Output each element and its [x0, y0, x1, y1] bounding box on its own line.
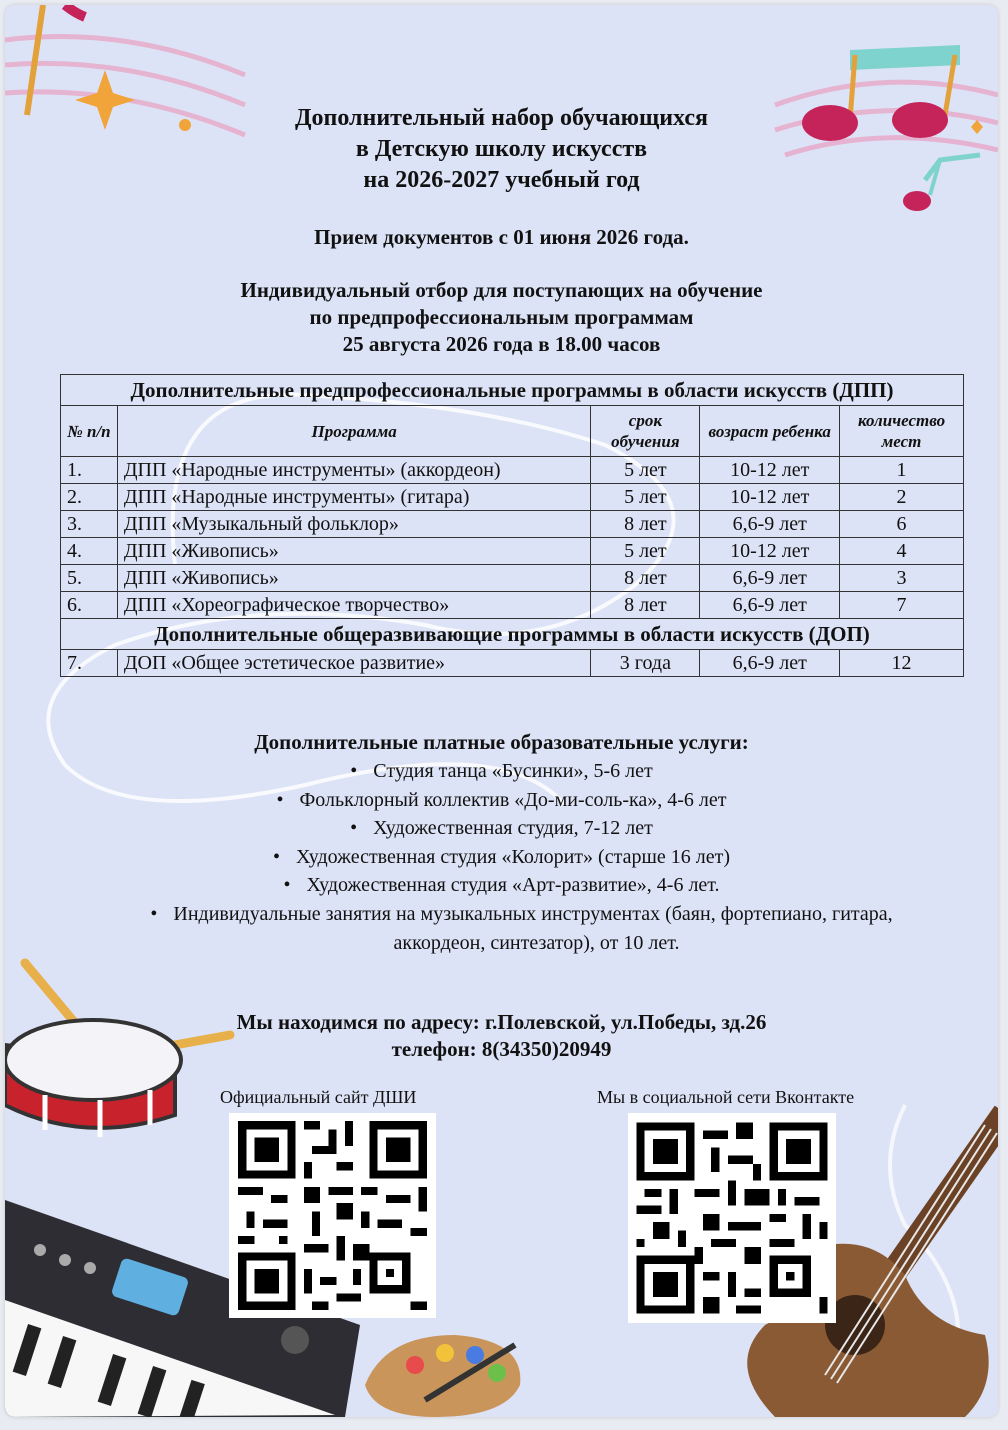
row-age: 6,6-9 лет	[700, 511, 840, 538]
row-program: ДПП «Народные инструменты» (гитара)	[117, 484, 591, 511]
service-text: аккордеон, синтезатор), от 10 лет.	[393, 931, 680, 954]
qr-site-label: Официальный сайт ДШИ	[220, 1087, 417, 1107]
row-duration: 8 лет	[591, 511, 700, 538]
bullet-icon: •	[283, 874, 291, 897]
title-line-3: на 2026-2027 учебный год	[363, 167, 640, 193]
list-item	[5, 814, 998, 843]
qr-code-vk[interactable]	[628, 1113, 836, 1323]
row-duration: 5 лет	[591, 484, 700, 511]
contacts	[5, 1009, 998, 1063]
title-line-2: в Детскую школу искусств	[355, 136, 648, 162]
list-item	[5, 786, 998, 815]
row-age: 6,6-9 лет	[700, 592, 840, 619]
qr-code-site-icon	[229, 1113, 436, 1318]
row-age: 10-12 лет	[700, 538, 840, 565]
row-age: 10-12 лет	[700, 484, 840, 511]
row-places: 7	[840, 592, 964, 619]
row-duration: 5 лет	[591, 457, 700, 484]
table-row	[61, 457, 964, 484]
docs-acceptance: Прием документов с 01 июня 2026 года.	[314, 225, 689, 249]
row-num: 6.	[61, 592, 118, 619]
qr-vk-label: Мы в социальной сети Вконтакте	[597, 1087, 855, 1107]
row-places: 4	[840, 538, 964, 565]
row-program: ДПП «Живопись»	[117, 538, 591, 565]
row-num: 5.	[61, 565, 118, 592]
row-num: 7.	[61, 650, 118, 677]
row-places: 6	[840, 511, 964, 538]
list-item	[5, 843, 998, 872]
section-dop-title: Дополнительные общеразвивающие программы в области искусств (ДОП)	[61, 619, 964, 650]
bullet-icon: •	[350, 817, 358, 840]
selection-line-2: по предпрофессиональным программам	[309, 305, 694, 329]
row-age: 10-12 лет	[700, 457, 840, 484]
list-item	[5, 757, 998, 786]
table-row	[61, 538, 964, 565]
service-text: Художественная студия, 7-12 лет	[373, 817, 653, 840]
row-places: 2	[840, 484, 964, 511]
row-program: ДПП «Хореографическое творчество»	[117, 592, 591, 619]
title-line-1: Дополнительный набор обучающихся	[295, 105, 708, 131]
row-age: 6,6-9 лет	[700, 650, 840, 677]
row-program: ДПП «Музыкальный фольклор»	[117, 511, 591, 538]
row-age: 6,6-9 лет	[700, 565, 840, 592]
music-note-top-left-icon	[27, 5, 43, 115]
bullet-icon: •	[150, 902, 158, 925]
col-header-program: Программа	[117, 406, 591, 457]
table-row	[61, 484, 964, 511]
service-text: Фольклорный коллектив «До-ми-соль-ка», 4-6 лет	[299, 788, 727, 811]
table-row	[61, 592, 964, 619]
qr-code-vk-icon	[628, 1113, 836, 1323]
programs-table	[60, 374, 964, 677]
section-dpp-title: Дополнительные предпрофессиональные программы в области искусств (ДПП)	[61, 375, 964, 406]
poster	[5, 5, 998, 1417]
bullet-icon: •	[273, 845, 281, 868]
table-column-headers	[61, 406, 964, 457]
list-item	[5, 900, 998, 929]
list-item	[5, 871, 998, 900]
selection-info	[5, 277, 998, 358]
row-duration: 8 лет	[591, 565, 700, 592]
background-decor	[5, 5, 998, 1417]
selection-line-3: 25 августа 2026 года в 18.00 часов	[342, 332, 661, 356]
row-num: 1.	[61, 457, 118, 484]
table-row	[61, 650, 964, 677]
col-header-places: количество мест	[840, 406, 964, 457]
col-header-num: № п/п	[61, 406, 118, 457]
table-section-header	[61, 619, 964, 650]
phone: телефон: 8(34350)20949	[391, 1037, 612, 1061]
row-num: 2.	[61, 484, 118, 511]
table-row	[61, 511, 964, 538]
row-places: 3	[840, 565, 964, 592]
row-program: ДОП «Общее эстетическое развитие»	[117, 650, 591, 677]
row-num: 3.	[61, 511, 118, 538]
service-text: Художественная студия «Арт-развитие», 4-6 лет.	[306, 874, 720, 897]
row-num: 4.	[61, 538, 118, 565]
row-program: ДПП «Народные инструменты» (аккордеон)	[117, 457, 591, 484]
page-title	[5, 103, 998, 196]
row-duration: 8 лет	[591, 592, 700, 619]
services-title: Дополнительные платные образовательные услуги:	[254, 730, 749, 754]
row-places: 1	[840, 457, 964, 484]
service-text: Индивидуальные занятия на музыкальных инструментах (баян, фортепиано, гитара,	[173, 902, 893, 925]
service-text: Художественная студия «Колорит» (старше 16 лет)	[296, 845, 730, 868]
service-text: Студия танца «Бусинки», 5-6 лет	[373, 760, 653, 782]
row-duration: 5 лет	[591, 538, 700, 565]
selection-line-1: Индивидуальный отбор для поступающих на обучение	[240, 278, 763, 302]
qr-code-site[interactable]	[229, 1113, 436, 1318]
services-list	[5, 757, 998, 957]
palette-icon	[365, 1335, 520, 1417]
row-duration: 3 года	[591, 650, 700, 677]
row-places: 12	[840, 650, 964, 677]
col-header-age: возраст ребенка	[700, 406, 840, 457]
table-row	[61, 565, 964, 592]
list-item-continuation	[5, 929, 998, 958]
col-header-duration: срок обучения	[591, 406, 700, 457]
bullet-icon: •	[276, 788, 284, 811]
bullet-icon: •	[350, 760, 358, 782]
row-program: ДПП «Живопись»	[117, 565, 591, 592]
address: Мы находимся по адресу: г.Полевской, ул.Победы, зд.26	[236, 1010, 767, 1034]
table-section-header	[61, 375, 964, 406]
